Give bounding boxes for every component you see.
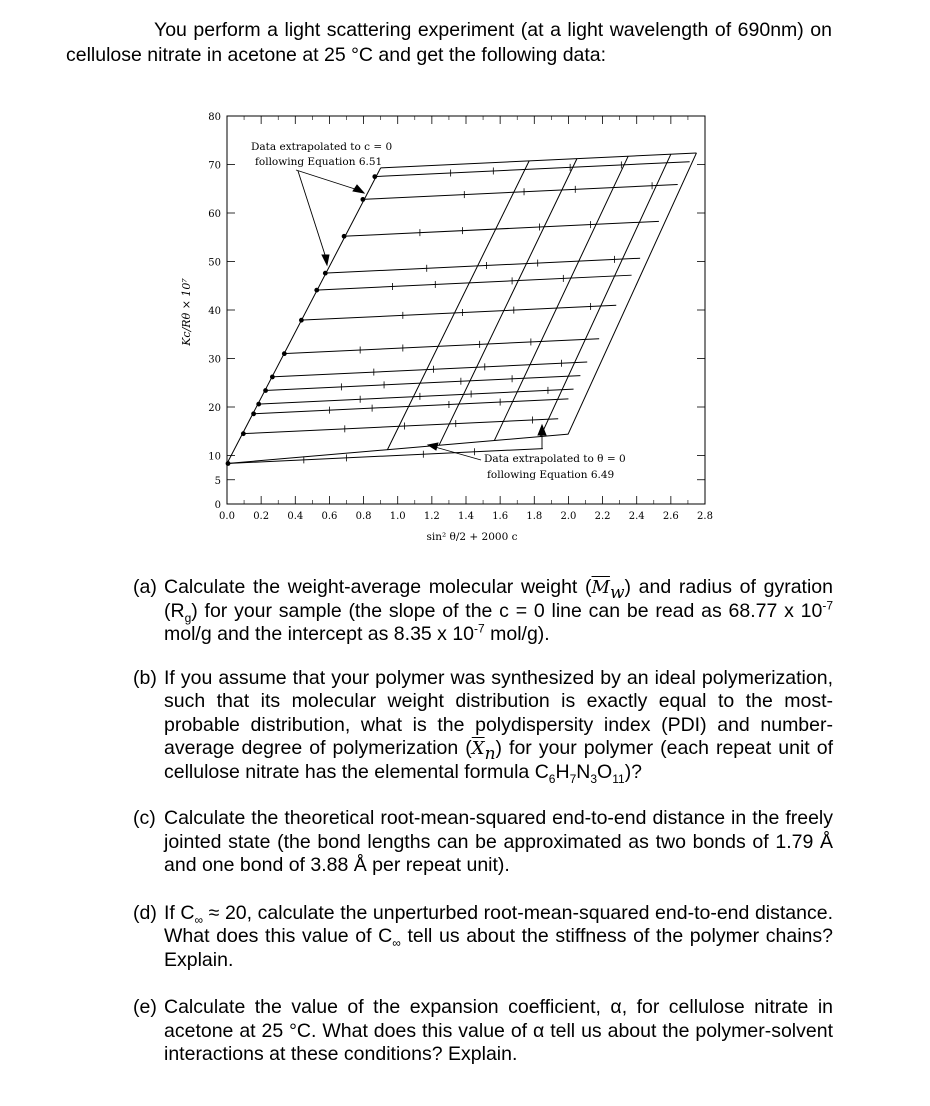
question-c [133, 807, 833, 878]
c0-data-point [323, 271, 328, 276]
question-e [133, 996, 833, 1067]
x-tick-label: 0.8 [355, 511, 372, 522]
intro-text: You perform a light scattering experiment (at a light wavelength of 690nm) on cellulose nitrate in acetone at 25 °C and get the following data: [66, 19, 832, 66]
y-tick-label: 20 [208, 403, 221, 414]
question-text: Calculate the value of the expansion coefficient, α, for cellulose nitrate in acetone at 25 °C. What does this value of α tell us about the polymer-solvent interactions at these conditions? Explain. [164, 996, 833, 1065]
y-tick-label: 10 [208, 451, 221, 463]
zimm-plot [146, 92, 756, 554]
y-tick-label: 5 [214, 475, 221, 487]
question-d [133, 902, 833, 973]
x-tick-label: 1.6 [492, 511, 509, 522]
x-tick-label: 2.0 [560, 511, 577, 522]
x-axis-label: sin² θ/2 + 2000 c [426, 531, 518, 543]
x-tick-label: 2.2 [594, 511, 611, 522]
question-label: (e) [133, 996, 157, 1018]
y-tick-label: 80 [208, 112, 221, 123]
x-tick-label: 2.8 [697, 511, 713, 522]
annotation-c0-line2: following Equation 6.51 [255, 156, 383, 168]
question-text: Calculate the weight-average molecular weight $(\overline{M}_w)$ and radius of gyration $(R_g)$ for your sample (the slope of the c = 0 line can be read as 68.77 x $10^{-7}$ mol/g and the intercept as 8.35 x $10^{-7}$ mol/g). [164, 576, 833, 645]
x-tick-label: 1.4 [458, 511, 474, 522]
c0-data-point [241, 431, 246, 436]
c0-data-point [372, 174, 377, 179]
annotation-theta0-line2: following Equation 6.49 [487, 469, 615, 481]
question-label: (b) [133, 666, 157, 689]
question-list [133, 576, 833, 1067]
question-label: (a) [133, 576, 157, 598]
question-label: (d) [133, 901, 157, 924]
c0-data-point [251, 411, 256, 416]
c0-data-point [314, 288, 319, 293]
x-tick-label: 0.4 [287, 511, 304, 522]
c0-data-point [360, 197, 365, 202]
y-tick-label: 70 [208, 160, 221, 172]
c0-data-point [342, 234, 347, 239]
c0-data-point [226, 461, 231, 466]
question-text: If you assume that your polymer was synthesized by an ideal polymerization, such that its molecular weight distribution is exactly equal to the most-probable distribution, what is the polydispersity index (PDI) and number-average degree of polymerization $(\overline{X}_n)$ for your polymer (each repeat unit of cellulose nitrate has the elemental formula $C_6H_7N_3O_{11}$)? [164, 666, 833, 786]
x-tick-label: 2.6 [662, 511, 679, 522]
annotation-theta0-line1: Data extrapolated to θ = 0 [484, 453, 626, 465]
x-tick-label: 0.0 [219, 511, 235, 522]
question-text: If $C_\infty \approx 20$, calculate the unperturbed root-mean-squared end-to-end distance. What does this value of $C_\infty$ tell us about the stiffness of the polymer chains? Explain. [164, 901, 834, 971]
y-tick-label: 60 [208, 209, 221, 220]
c0-data-point [282, 351, 287, 356]
figure-background [146, 92, 756, 554]
c0-data-point [299, 318, 304, 323]
y-tick-label: 30 [208, 354, 221, 366]
x-tick-label: 1.0 [389, 511, 406, 522]
question-text: Calculate the theoretical root-mean-squared end-to-end distance in the freely jointed state (the bond lengths can be approximated as two bonds of 1.79 Å and one bond of 3.88 Å per repeat unit). [164, 807, 833, 876]
y-tick-label: 50 [208, 257, 221, 269]
y-tick-label: 40 [208, 306, 221, 317]
x-tick-label: 1.8 [526, 511, 543, 522]
question-b [133, 667, 833, 785]
annotation-c0-line1: Data extrapolated to c = 0 [251, 141, 393, 153]
c0-data-point [270, 375, 275, 380]
x-tick-label: 0.6 [321, 511, 338, 522]
x-tick-label: 1.2 [423, 511, 440, 522]
y-tick-label: 0 [214, 500, 221, 511]
c0-data-point [256, 402, 261, 407]
question-a [133, 576, 833, 647]
x-tick-label: 2.4 [628, 511, 645, 522]
question-label: (c) [133, 807, 156, 829]
light-scattering-figure [146, 92, 756, 554]
x-tick-label: 0.2 [253, 511, 270, 522]
c0-data-point [263, 388, 268, 393]
y-axis-label: Kc/Rθ × 10⁷ [180, 278, 193, 346]
